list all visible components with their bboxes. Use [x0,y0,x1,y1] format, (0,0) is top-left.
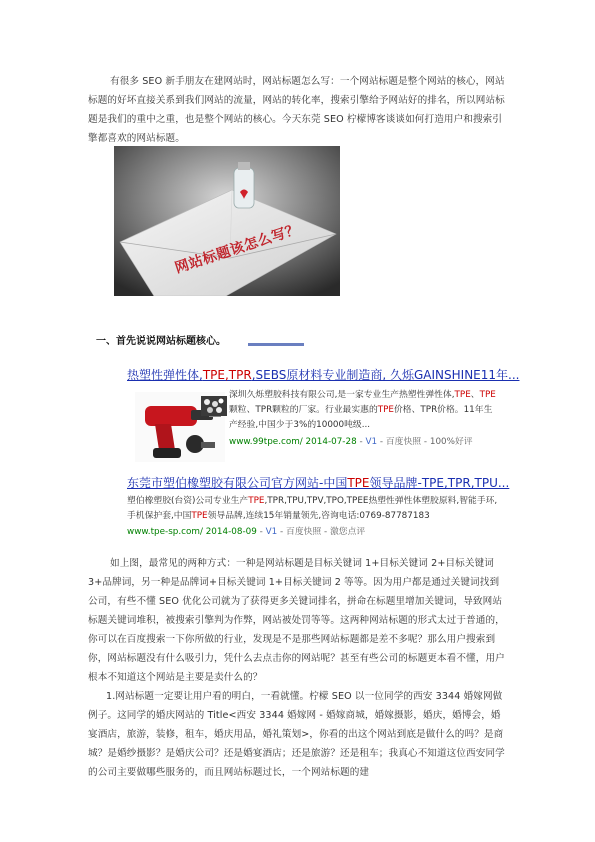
body-paragraph: 如上图，最常见的两种方式：一种是网站标题是目标关键词 1+目标关键词 2+目标关键词 3+品牌词，另一种是品牌词+目标关键词 1+目标关键词 2 等等。因为用户都是通过关键词找到公司，有些不懂 SEO 优化公司就为了获得更多关键词排名，拼命在标题里增加关键词，导致网站标题关键词堆积，被搜索引擎判为作弊，网站被处罚等等。这两种网站标题的形式太过于普通的，你可以在百度搜索一下你所做的行业，发现是不是那些网站标题都是差不多呢？那么用户搜索到你，网站标题没有什么吸引力，凭什么去点击你的网站呢？甚至有些公司的标题更本看不懂，用户根本不知道这个网站是主要是卖什么的？ [88,558,505,683]
result-description [229,388,501,433]
rating-link[interactable]: 激您点评 [330,527,366,537]
desc-highlight: TPE [191,511,208,521]
desc-text: 颗粒、TPR颗粒的厂家。行业最实惠的 [229,405,378,415]
desc-highlight: TPE [377,405,394,415]
verified-badge[interactable]: V1 [365,437,378,447]
result-url-line: www.tpe-sp.com/ 2014-08-09 - V1 - 百度快照 - 激您点评 [127,527,366,537]
snapshot-link[interactable]: 百度快照 [286,527,322,537]
envelope-illustration [114,146,340,296]
desc-text: 、 [470,390,480,400]
desc-text: ,TPR,TPU,TPV,TPO,TPEE热塑性弹性体塑胶原料,智能手环,手机保护套,中国 [127,496,498,521]
snapshot-link[interactable]: 百度快照 [385,437,422,447]
verified-badge[interactable]: V1 [265,527,278,537]
result-title-text: 热塑性弹性体, [127,368,203,382]
heading-underline [248,343,304,346]
desc-text: 领导品牌,连续15年销量领先,咨询电话:0769-87787183 [207,511,430,521]
result-title-text: 东莞市塑伯橡塑胶有限公司官方网站-中国 [127,476,348,490]
desc-text: 深圳久烁塑胶科技有限公司,是一家专业生产热塑性弹性体, [229,390,455,400]
intro-paragraph: 有很多 SEO 新手朋友在建网站时，网站标题怎么写：一个网站标题是整个网站的核心，网站标题的好坏直接关系到我们网站的流量，网站的转化率，搜索引擎给予网站好的排名，所以网站标题是我们的重中之重，也是整个网站的核心。今天东莞 SEO 柠檬博客谈谈如何打造用户和搜索引擎都喜欢的网站标题。 [88,76,505,144]
pellets-thumbnail [201,396,227,416]
point-1-paragraph: 1.网站标题一定要让用户看的明白，一看就懂。柠檬 SEO 以一位同学的西安 3344 婚嫁网做例子。这同学的婚庆网站的 Title<西安 3344 婚嫁网 - 婚嫁商城，婚嫁摄影，婚庆，婚博会，婚宴酒店，旅游，装修，租车，婚庆用品，婚礼策划>，你看的出这个网站到底是做什么的吗？是商城？是婚纱摄影？是婚庆公司？还是婚宴酒店；还是旅游？还是租车；我真心不知道这位西安同学的公司主要做哪些服务的，而且网站标题过长，一个网站标题的建 [88,691,505,778]
desc-highlight: TPE [454,390,471,400]
search-results-screenshot [123,362,520,538]
result-title[interactable] [127,366,519,383]
envelope-image [114,146,340,296]
result-url[interactable]: www.99tpe.com/ 2014-07-28 [229,437,357,447]
result-description [127,494,499,524]
result-url[interactable]: www.tpe-sp.com/ 2014-08-09 [127,527,257,537]
result-url-line: www.99tpe.com/ 2014-07-28 - V1 - 百度快照 - 100%好评 [229,437,473,447]
result-title-text: ,SEBS原材料专业制造商, 久烁GAINSHINE11年... [251,368,520,382]
result-title-highlight: TPE,TPR [202,368,252,382]
desc-text: 塑伯橡塑胶(台资)公司专业生产 [127,496,249,506]
desc-text: 价格、TPR价格。11年生产经验,中国少于3%的10000吨级... [229,405,493,430]
envelope-caption: 网站标题该怎么写？ [173,221,303,277]
result-title-highlight: TPE [347,476,370,490]
result-title-text: 领导品牌-TPE,TPR,TPU... [369,476,510,490]
desc-highlight: TPE [479,390,496,400]
desc-highlight: TPE [248,496,265,506]
section-heading: 一、首先说说网站标题核心。 [96,336,226,347]
result-title[interactable] [127,474,509,491]
rating-link[interactable]: 100%好评 [429,437,473,447]
